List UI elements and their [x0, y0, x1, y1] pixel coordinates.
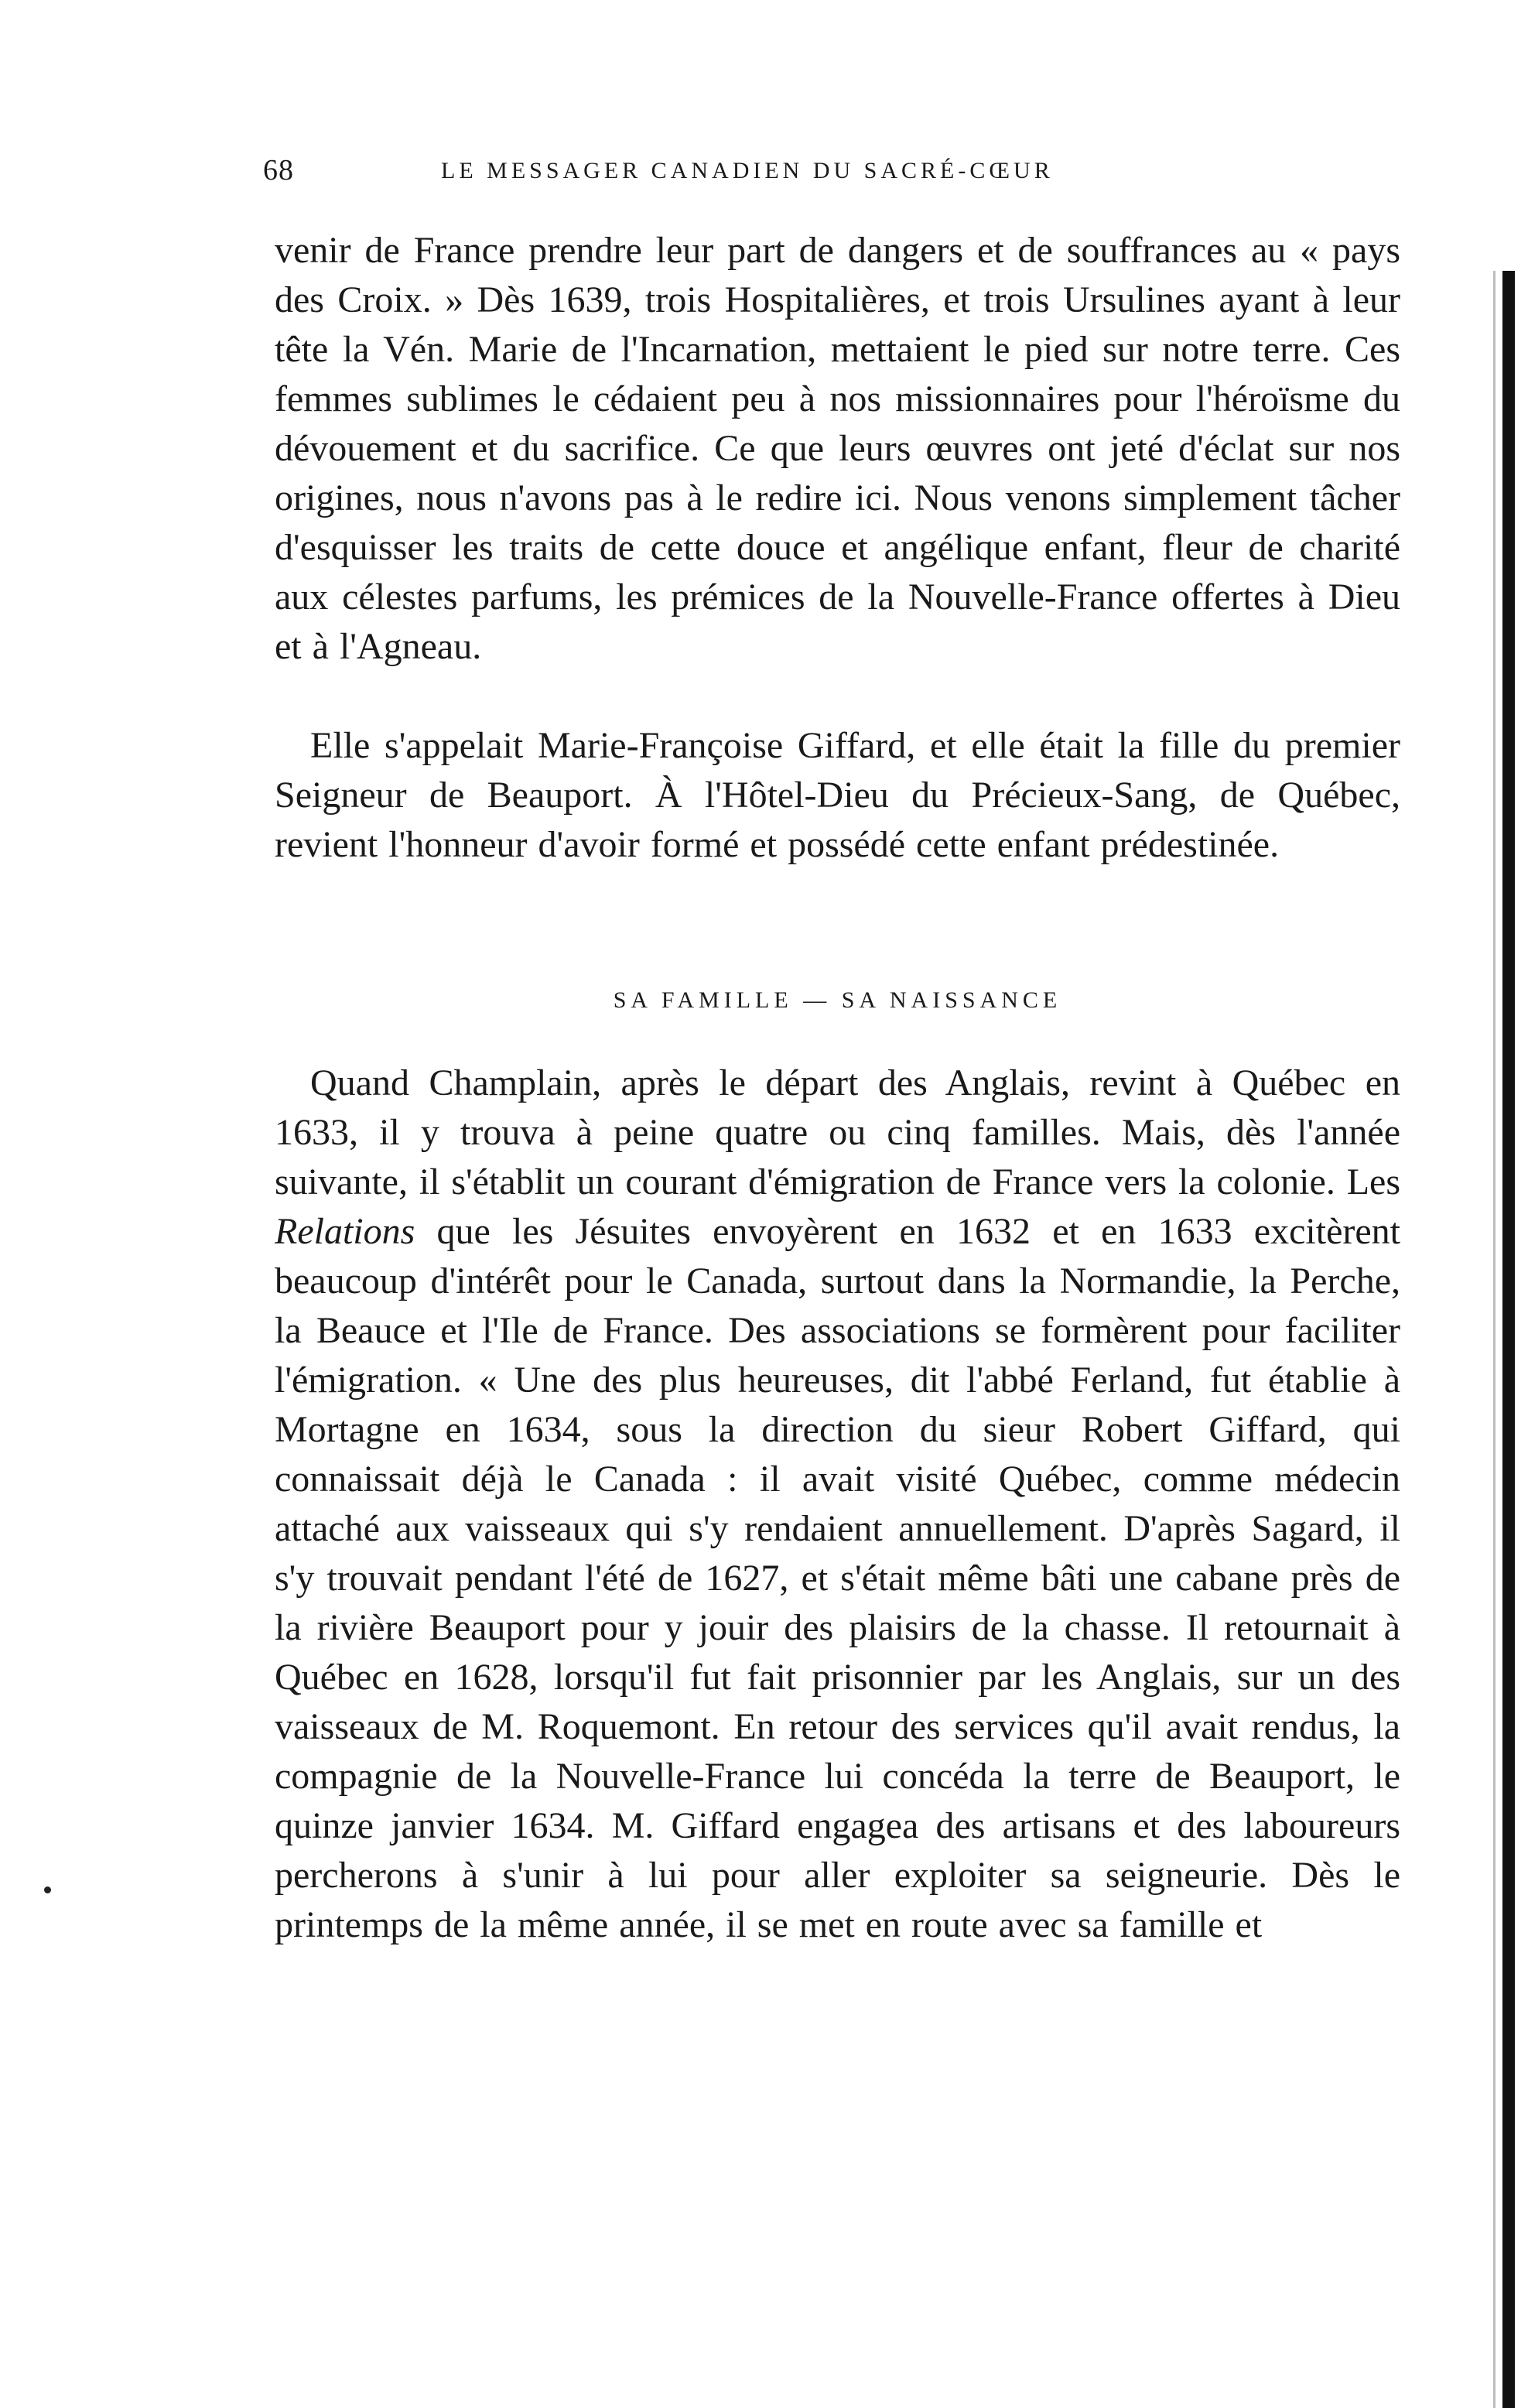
paragraph-1: venir de France prendre leur part de dangers et de souffrances au « pays des Croix. » Dès 1639, trois Hospitalières, et trois Ursulines ayant à leur tête la Vén. Marie de l'Incarnation, mettaient le pied sur notre terre. Ces femmes sublimes le cédaient peu à nos missionnaires pour l'héroïsme du dévouement et du sacrifice. Ce que leurs œuvres ont jeté d'éclat sur nos origines, nous n'avons pas à le redire ici. Nous venons simplement tâcher d'esquisser les traits de cette douce et angélique enfant, fleur de charité aux célestes parfums, les prémices de la Nouvelle-France offertes à Dieu et à l'Agneau. [275, 230, 1400, 667]
paragraph-3-text-end: que les Jésuites envoyèrent en 1632 et en 1633 excitèrent beaucoup d'intérêt pour le Canada, surtout dans la Normandie, la Perche, la Beauce et l'Ile de France. Des associations se formèrent pour faciliter l'émigration. « Une des plus heureuses, dit l'abbé Ferland, fut établie à Mortagne en 1634, sous la direction du sieur Robert Giffard, qui connaissait déjà le Canada : il avait visité Québec, comme médecin attaché aux vaisseaux qui s'y rendaient annuellement. D'après Sagard, il s'y trouvait pendant l'été de 1627, et s'était même bâti une cabane près de la rivière Beauport pour y jouir des plaisirs de la chasse. Il retournait à Québec en 1628, lorsqu'il fut fait prisonnier par les Anglais, sur un des vaisseaux de M. Roquemont. En retour des services qu'il avait rendus, la compagnie de la Nouvelle-France lui concéda la terre de Beauport, le quinze janvier 1634. M. Giffard engagea des artisans et des laboureurs percherons à s'unir à lui pour aller exploiter sa seigneurie. Dès le printemps de la même année, il se met en route avec sa famille et [275, 1211, 1400, 1945]
page-number: 68 [263, 154, 294, 186]
section-heading: SA FAMILLE — SA NAISSANCE [613, 987, 1062, 1013]
scan-edge-bar [1502, 271, 1515, 2408]
relations-italic-title: Relations [275, 1211, 415, 1252]
running-head: LE MESSAGER CANADIEN DU SACRÉ-CŒUR [441, 158, 1054, 183]
paragraph-3-text-start: Quand Champlain, après le départ des Anglais, revint à Québec en 1633, il y trouva à peine quatre ou cinq familles. Mais, dès l'année suivante, il s'établit un courant d'émigration de France vers la colonie. Les [275, 1062, 1400, 1202]
scan-edge-line [1493, 271, 1496, 2408]
paragraph-block-3 [275, 1059, 1400, 1950]
scan-speck [44, 1886, 51, 1893]
paragraph-2: Elle s'appelait Marie-Françoise Giffard, et elle était la fille du premier Seigneur de Beauport. À l'Hôtel-Dieu du Précieux-Sang, de Québec, revient l'honneur d'avoir formé et possédé cette enfant prédestinée. [275, 725, 1400, 865]
page-header [263, 153, 1261, 200]
paragraph-block-1 [275, 226, 1400, 672]
paragraph-block-2 [275, 721, 1400, 870]
paragraph-3 [275, 1059, 1400, 1950]
